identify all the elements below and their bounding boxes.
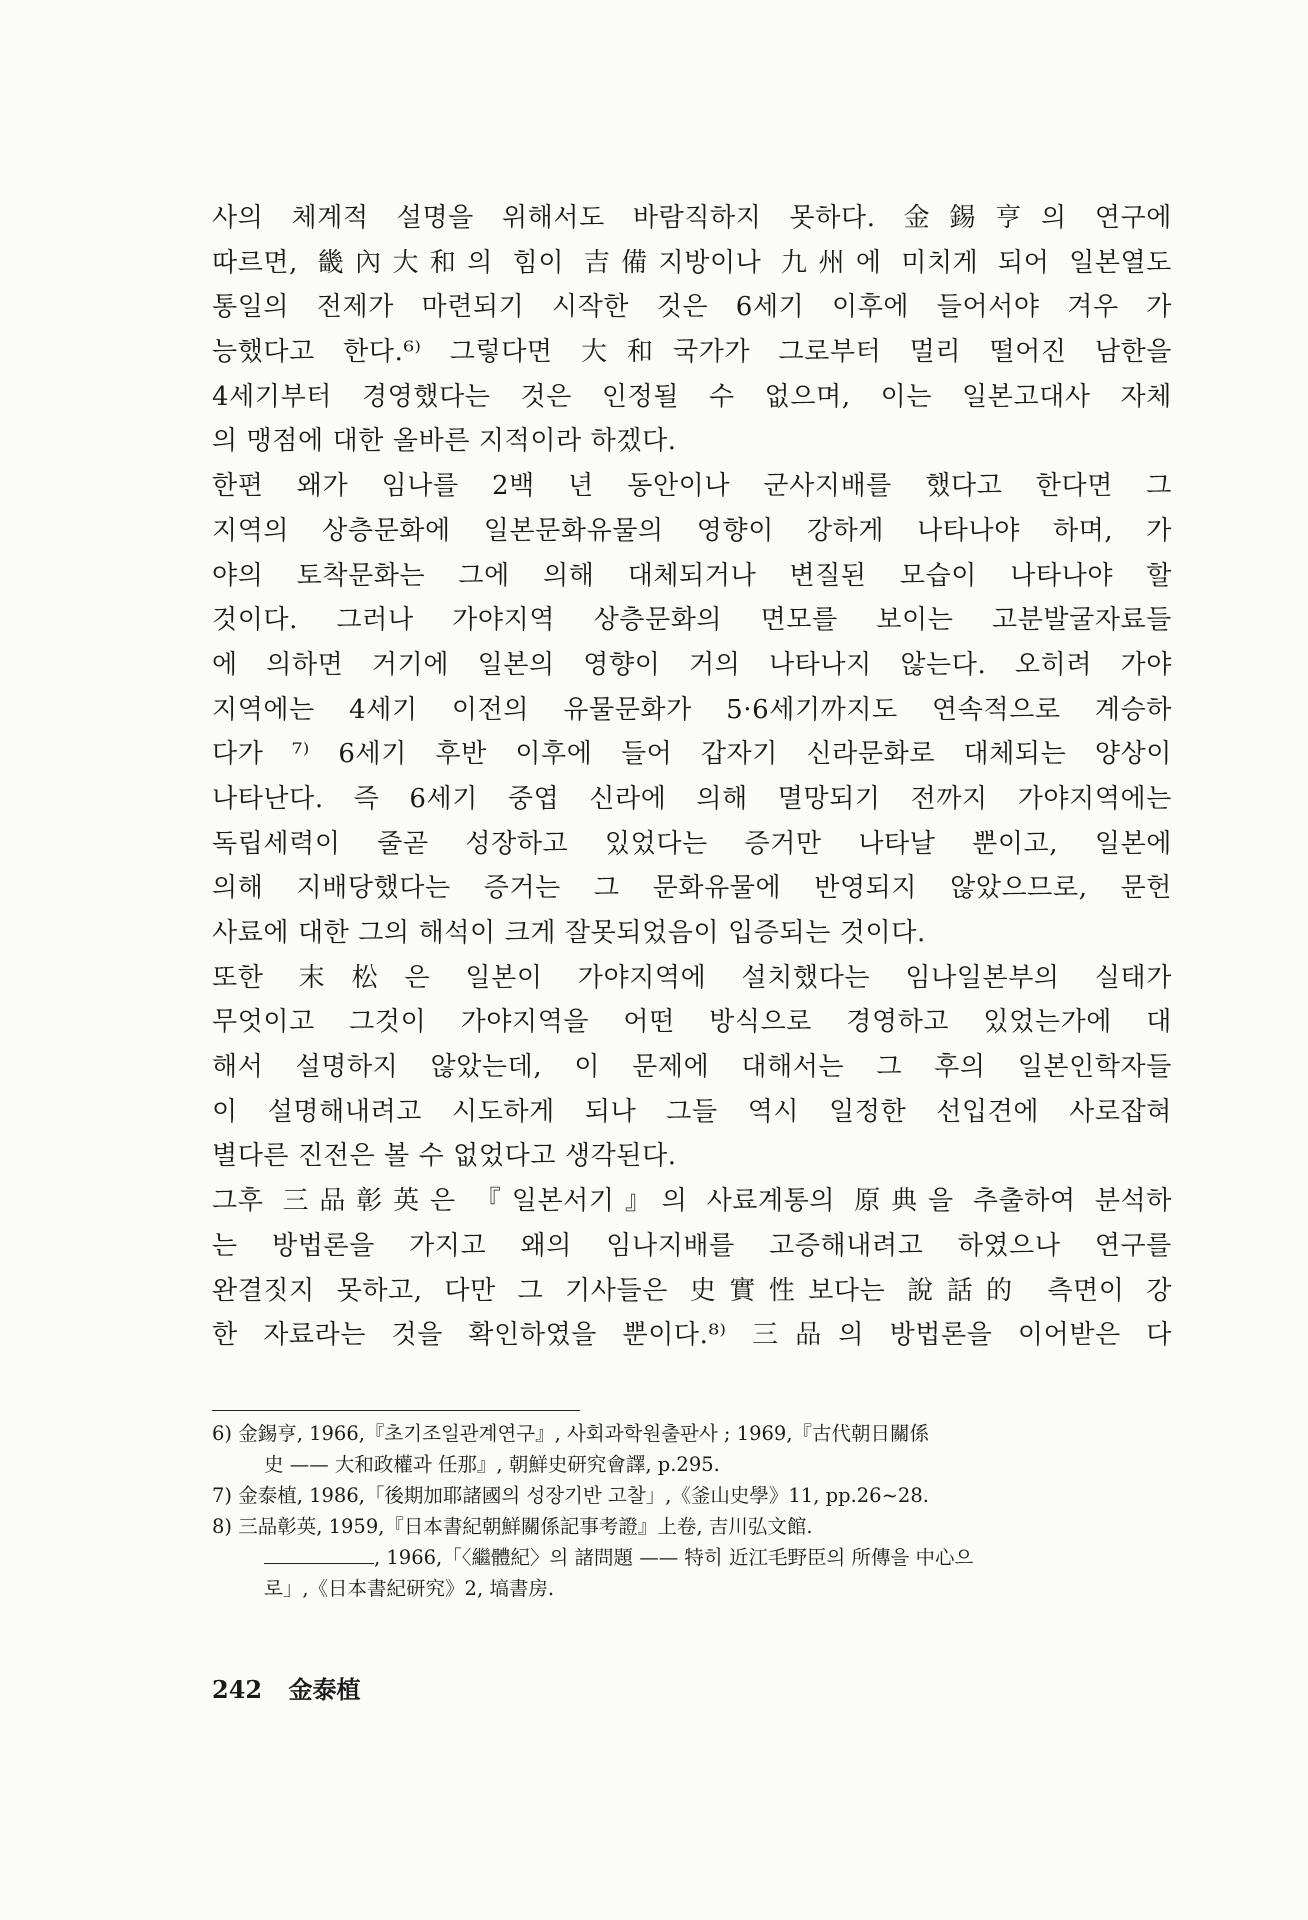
body-line: 다가 ⁷⁾ 6세기 후반 이후에 들어 갑자기 신라문화로 대체되는 양상이	[212, 739, 1172, 770]
body-line: 사의 체계적 설명을 위해서도 바람직하지 못하다. 金錫亨의 연구에	[212, 203, 1172, 233]
body-line: 의 맹점에 대한 올바른 지적이라 하겠다.	[212, 426, 677, 457]
running-author: 金泰植	[288, 1675, 361, 1704]
footnote-divider	[212, 1410, 580, 1411]
page-number: 242	[212, 1675, 263, 1704]
body-line: 완결짓지 못하고, 다만 그 기사들은 史實性보다는 說話的 측면이 강	[212, 1275, 1172, 1306]
body-line: 이 설명해내려고 시도하게 되나 그들 역시 일정한 선입견에 사로잡혀	[212, 1096, 1172, 1127]
body-line: 해서 설명하지 않았는데, 이 문제에 대해서는 그 후의 일본인학자들	[212, 1052, 1172, 1083]
body-line: 지역에는 4세기 이전의 유물문화가 5·6세기까지도 연속적으로 계승하	[212, 694, 1172, 725]
footnote-8-second-entry-text: , 1966,「〈繼體紀〉의 諸問題 —— 特히 近江毛野臣의 所傳을 中心으	[374, 1546, 974, 1569]
ditto-rule	[264, 1545, 374, 1564]
footnotes	[212, 1418, 1172, 1604]
body-line: 그후 三品彰英은 『일본서기』의 사료계통의 原典을 추출하여 분석하	[212, 1186, 1172, 1217]
body-line: 또한 末松은 일본이 가야지역에 설치했다는 임나일본부의 실태가	[212, 962, 1172, 993]
page-folio	[212, 1670, 360, 1705]
footnote-6-continued: 史 —— 大和政權과 任那』, 朝鮮史研究會譯, p.295.	[264, 1453, 720, 1476]
body-line: 별다른 진전은 볼 수 없었다고 생각된다.	[212, 1141, 677, 1172]
body-line: 4세기부터 경영했다는 것은 인정될 수 없으며, 이는 일본고대사 자체	[212, 381, 1172, 412]
body-line: 나타난다. 즉 6세기 중엽 신라에 의해 멸망되기 전까지 가야지역에는	[212, 783, 1172, 814]
body-line: 독립세력이 줄곧 성장하고 있었다는 증거만 나타날 뿐이고, 일본에	[212, 828, 1172, 859]
body-line: 능했다고 한다.⁶⁾ 그렇다면 大和국가가 그로부터 멀리 떨어진 남한을	[212, 337, 1172, 368]
body-line: 지역의 상층문화에 일본문화유물의 영향이 강하게 나타나야 하며, 가	[212, 515, 1172, 546]
body-line: 통일의 전제가 마련되기 시작한 것은 6세기 이후에 들어서야 겨우 가	[212, 292, 1172, 323]
body-line: 는 방법론을 가지고 왜의 임나지배를 고증해내려고 하였으나 연구를	[212, 1230, 1172, 1261]
footnote-8: 8) 三品彰英, 1959,『日本書紀朝鮮關係記事考證』上卷, 吉川弘文館.	[212, 1515, 813, 1538]
body-line: 무엇이고 그것이 가야지역을 어떤 방식으로 경영하고 있었는가에 대	[212, 1007, 1172, 1038]
footnote-6: 6) 金錫亨, 1966,『초기조일관계연구』, 사회과학원출판사 ; 1969,『古代朝日關係	[212, 1422, 930, 1445]
body-line: 한편 왜가 임나를 2백 년 동안이나 군사지배를 했다고 한다면 그	[212, 471, 1172, 502]
body-text	[212, 196, 1172, 1358]
footnote-8-continued: 로」,《日本書紀研究》2, 塙書房.	[264, 1577, 555, 1600]
body-line: 한 자료라는 것을 확인하였을 뿐이다.⁸⁾ 三品의 방법론을 이어받은 다	[212, 1320, 1172, 1351]
body-line: 사료에 대한 그의 해석이 크게 잘못되었음이 입증되는 것이다.	[212, 918, 926, 948]
footnote-7: 7) 金泰植, 1986,「後期加耶諸國의 성장기반 고찰」,《釜山史學》11, pp.26~28.	[212, 1484, 929, 1507]
footnote-8-second-entry	[212, 1542, 1172, 1573]
body-line: 것이다. 그러나 가야지역 상층문화의 면모를 보이는 고분발굴자료들	[212, 605, 1172, 636]
body-line: 따르면, 畿內大和의 힘이 吉備지방이나 九州에 미치게 되어 일본열도	[212, 247, 1172, 278]
body-line: 의해 지배당했다는 증거는 그 문화유물에 반영되지 않았으므로, 문헌	[212, 873, 1172, 904]
body-line: 야의 토착문화는 그에 의해 대체되거나 변질된 모습이 나타나야 할	[212, 560, 1172, 591]
body-line: 에 의하면 거기에 일본의 영향이 거의 나타나지 않는다. 오히려 가야	[212, 649, 1172, 680]
